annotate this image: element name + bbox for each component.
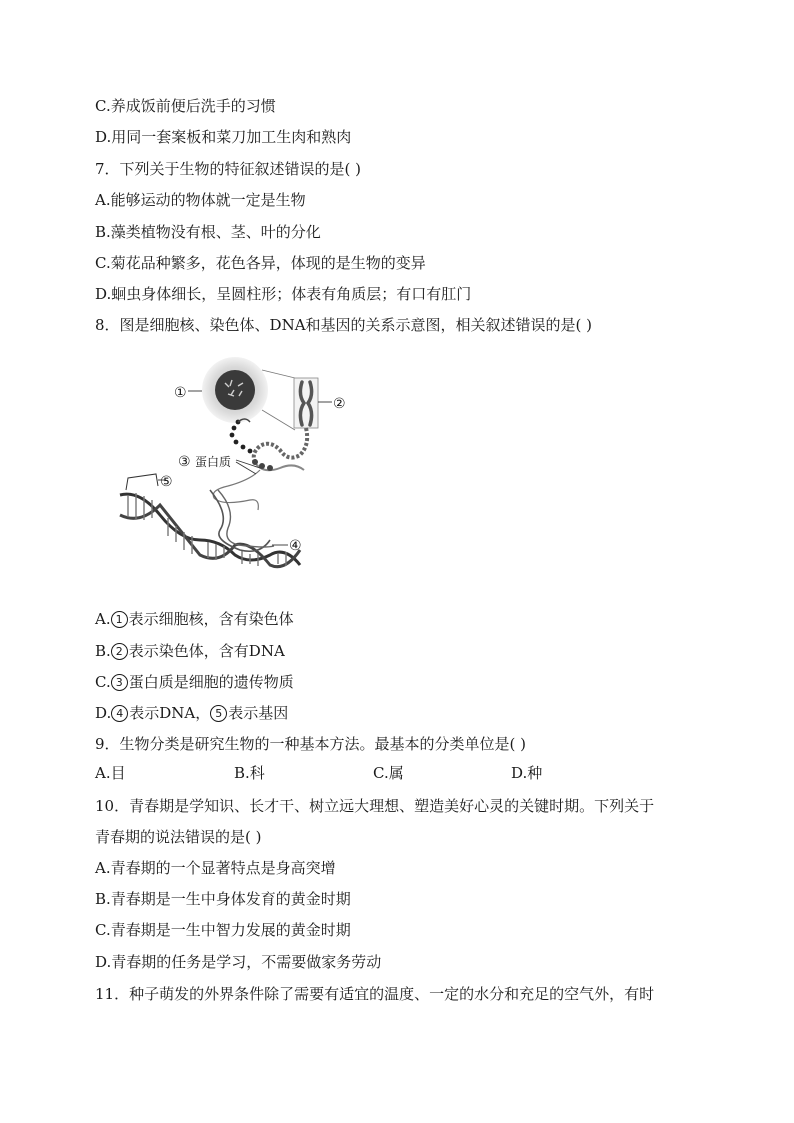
circled-number: 5	[210, 705, 227, 722]
chromosome-graphic	[294, 378, 318, 428]
label-4: ④	[289, 538, 302, 554]
q7-option-d: D.蛔虫身体细长，呈圆柱形；体表有角质层；有口有肛门	[95, 285, 472, 303]
option-prefix: A.	[95, 610, 111, 628]
option-prefix: D.	[95, 704, 112, 722]
q8-option-c	[95, 672, 294, 692]
q8-option-b	[95, 641, 285, 661]
label-5: ⑤	[160, 474, 173, 490]
option-prefix: C.	[95, 673, 111, 691]
label-3: ③	[178, 454, 191, 470]
circled-number: 1	[111, 611, 128, 628]
option-text: 表示基因	[228, 704, 289, 722]
circled-number: 3	[111, 674, 128, 691]
q8-option-d	[95, 703, 288, 723]
q9-option-a: A.目	[95, 764, 126, 782]
nucleus-chromosome-dna-diagram	[110, 350, 370, 580]
q9-option-d: D.种	[511, 764, 543, 782]
option-prefix: B.	[95, 642, 111, 660]
q7-option-b: B.藻类植物没有根、茎、叶的分化	[95, 223, 321, 241]
q7-option-c: C.菊花品种繁多，花色各异，体现的是生物的变异	[95, 254, 426, 272]
circled-number: 4	[111, 705, 128, 722]
q11-stem-line1: 11．种子萌发的外界条件除了需要有适宜的温度、一定的水分和充足的空气外，有时	[95, 985, 655, 1003]
option-text: 表示染色体，含有DNA	[128, 642, 285, 660]
q9-stem: 9．生物分类是研究生物的一种基本方法。最基本的分类单位是( )	[95, 735, 527, 753]
q7-stem: 7．下列关于生物的特征叙述错误的是( )	[95, 160, 362, 178]
option-text: 蛋白质是细胞的遗传物质	[128, 673, 294, 691]
option-text: 表示细胞核，含有染色体	[128, 610, 294, 628]
q10-stem-line1: 10．青春期是学知识、长才干、树立远大理想、塑造美好心灵的关键时期。下列关于	[95, 797, 655, 815]
q10-option-c: C.青春期是一生中智力发展的黄金时期	[95, 921, 351, 939]
q6-option-c: C.养成饭前便后洗手的习惯	[95, 97, 276, 115]
q6-option-d: D.用同一套案板和菜刀加工生肉和熟肉	[95, 128, 352, 146]
label-3-text: 蛋白质	[195, 455, 232, 469]
q10-option-b: B.青春期是一生中身体发育的黄金时期	[95, 890, 351, 908]
q10-option-a: A.青春期的一个显著特点是身高突增	[95, 859, 336, 877]
dna-helix-graphic	[120, 490, 300, 567]
label-2: ②	[333, 396, 346, 412]
q7-option-a: A.能够运动的物体就一定是生物	[95, 191, 306, 209]
nucleus-graphic	[202, 357, 268, 423]
label-1: ①	[174, 385, 187, 401]
q8-option-a	[95, 609, 294, 629]
q8-stem: 8．图是细胞核、染色体、DNA和基因的关系示意图，相关叙述错误的是( )	[95, 316, 593, 334]
q10-option-d: D.青春期的任务是学习，不需要做家务劳动	[95, 953, 382, 971]
q9-option-b: B.科	[234, 764, 265, 782]
circled-number: 2	[111, 643, 128, 660]
option-text: 表示DNA，	[129, 704, 211, 722]
q10-stem-line2: 青春期的说法错误的是( )	[95, 828, 262, 846]
q9-option-c: C.属	[373, 764, 404, 782]
